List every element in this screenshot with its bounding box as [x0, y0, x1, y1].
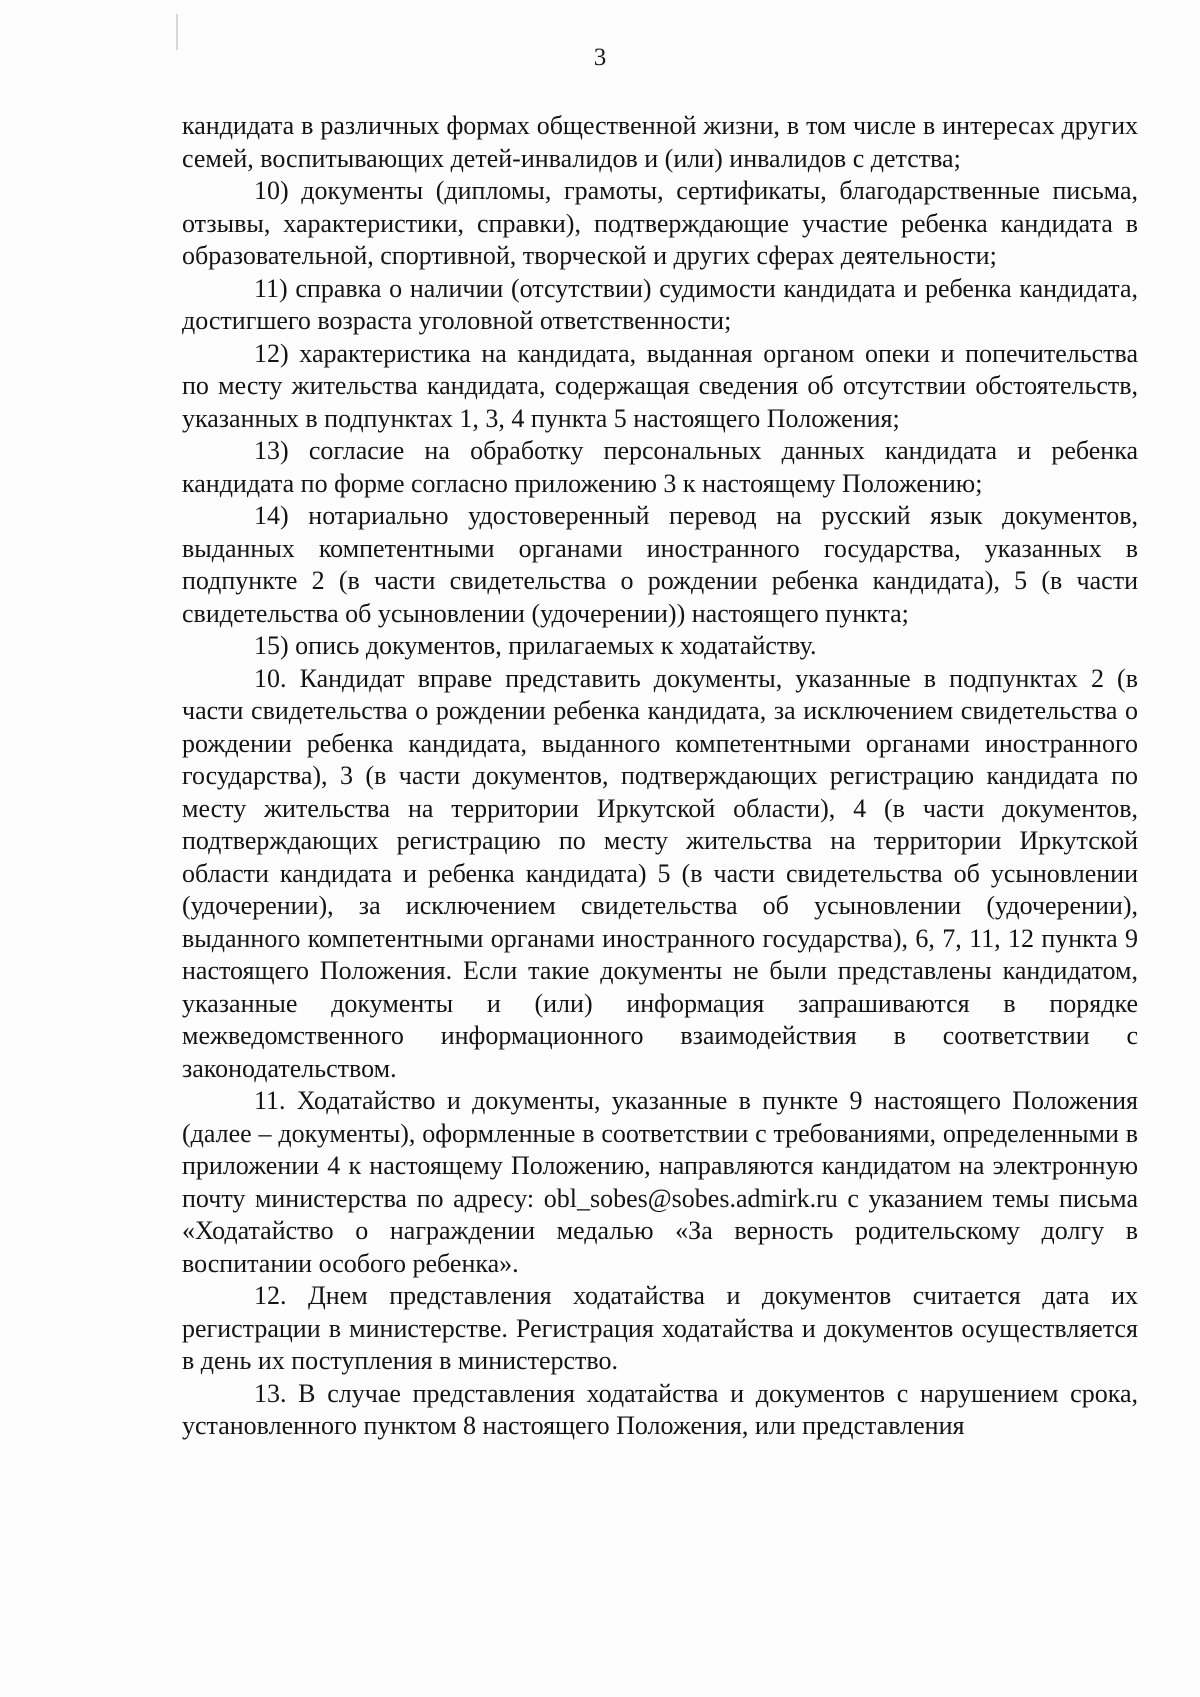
paragraph-item-15: 15) опись документов, прилагаемых к ходатайству. [254, 631, 817, 660]
paragraph-item-14: 14) нотариально удостоверенный перевод на русский язык документов, выданных компетентными органами иностранного государства, указанных в подпункте 2 (в части свидетельства о рождении ребенка кандидата), 5 (в части свидетельства об усыновлении (удочерении)) настоящего пункта; [182, 501, 1138, 628]
paragraph-item-12: 12) характеристика на кандидата, выданная органом опеки и попечительства по месту жительства кандидата, содержащая сведения об отсутствии обстоятельств, указанных в подпунктах 1, 3, 4 пункта 5 настоящего Положения; [182, 338, 1138, 433]
paragraph-item-10: 10) документы (дипломы, грамоты, сертификаты, благодарственные письма, отзывы, характеристики, справки), подтверждающие участие ребенка кандидата в образовательной, спортивной, творческой и других сферах деятельности; [182, 176, 1138, 270]
paragraph-continuation: кандидата в различных формах общественной жизни, в том числе в интересах других семей, воспитывающих детей-инвалидов и (или) инвалидов с детства; [182, 111, 1138, 173]
page-number: 3 [593, 44, 607, 71]
paragraph-section-13: 13. В случае представления ходатайства и документов с нарушением срока, установленного пунктом 8 настоящего Положения, или представления [182, 1378, 1138, 1440]
paragraph-section-12: 12. Днем представления ходатайства и документов считается дата их регистрации в министерстве. Регистрация ходатайства и документов осуществляется в день их поступления в министерство. [182, 1281, 1138, 1375]
paragraph-item-13: 13) согласие на обработку персональных данных кандидата и ребенка кандидата по форме согласно приложению 3 к настоящему Положению; [182, 436, 1138, 498]
document-body [182, 110, 1138, 1443]
paragraph-item-11: 11) справка о наличии (отсутствии) судимости кандидата и ребенка кандидата, достигшего возраста уголовной ответственности; [182, 273, 1138, 335]
paragraph-section-11: 11. Ходатайство и документы, указанные в пункте 9 настоящего Положения (далее – документы), оформленные в соответствии с требованиями, определенными в приложении 4 к настоящему Положению, направляются кандидатом на электронную почту министерства по адресу: obl_sobes@sobes.admirk.ru с указанием темы письма «Ходатайство о награждении медалью «За верность родительскому долгу в воспитании особого ребенка». [182, 1086, 1138, 1278]
paragraph-section-10: 10. Кандидат вправе представить документы, указанные в подпунктах 2 (в части свидетельства о рождении ребенка кандидата, за исключением свидетельства о рождении ребенка кандидата, выданного компетентными органами иностранного государства), 3 (в части документов, подтверждающих регистрацию кандидата по месту жительства на территории Иркутской области), 4 (в части документов, подтверждающих регистрацию по месту жительства на территории Иркутской области кандидата и ребенка кандидата) 5 (в части свидетельства об усыновлении (удочерении), за исключением свидетельства об усыновлении (удочерении), выданного компетентными органами иностранного государства), 6, 7, 11, 12 пункта 9 настоящего Положения. Если такие документы не были представлены кандидатом, указанные документы и (или) информация запрашиваются в порядке межведомственного информационного взаимодействия в соответствии с законодательством. [182, 663, 1138, 1083]
